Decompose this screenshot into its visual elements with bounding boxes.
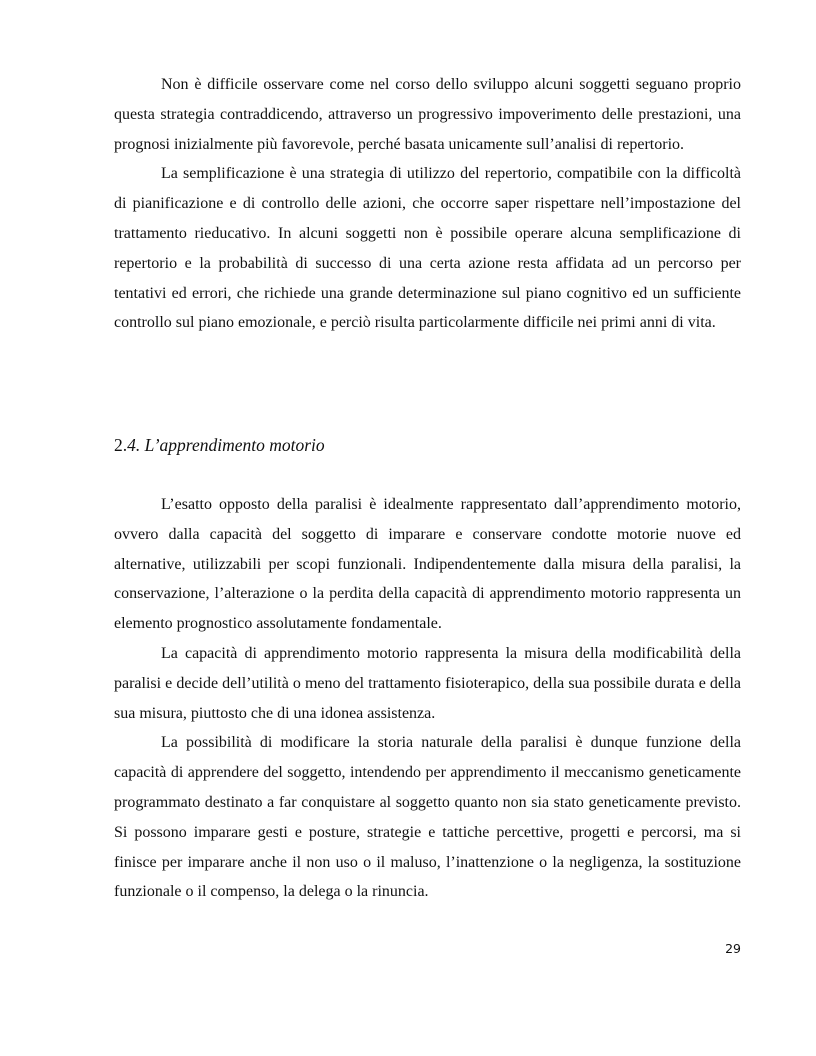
paragraph: La semplificazione è una strategia di utilizzo del repertorio, compatibile con la difficoltà di pianificazione e di controllo delle azioni, che occorre saper rispettare nell’impostazione del trattamento rieducativo. In alcuni soggetti non è possibile operare alcuna semplificazione di repertorio e la probabilità di successo di una certa azione resta affidata ad un percorso per tentativi ed errori, che richiede una grande determinazione sul piano cognitivo ed un sufficiente controllo sul piano emozionale, e perciò risulta particolarmente difficile nei primi anni di vita. xyxy=(114,165,741,332)
text-block-section xyxy=(114,490,741,907)
section-heading-title: 4. L’apprendimento motorio xyxy=(127,435,325,455)
paragraph: L’esatto opposto della paralisi è idealmente rappresentato dall’apprendimento motorio, ovvero dalla capacità del soggetto di imparare e conservare condotte motorie nuove ed alternative, utilizzabili per scopi funzionali. Indipendentemente dalla misura della paralisi, la conservazione, l’alterazione o la perdita della capacità di apprendimento motorio rappresenta un elemento prognostico assolutamente fondamentale. xyxy=(114,496,741,633)
page-number: 29 xyxy=(725,941,741,956)
paragraph: Non è difficile osservare come nel corso dello sviluppo alcuni soggetti seguano proprio questa strategia contraddicendo, attraverso un progressivo impoverimento delle prestazioni, una prognosi inizialmente più favorevole, perché basata unicamente sull’analisi di repertorio. xyxy=(114,76,741,153)
section-heading-number: 2. xyxy=(114,435,128,455)
section-heading xyxy=(114,433,325,457)
paragraph: La possibilità di modificare la storia naturale della paralisi è dunque funzione della capacità di apprendere del soggetto, intendendo per apprendimento il meccanismo geneticamente programmato destinato a far conquistare al soggetto quanto non sia stato geneticamente previsto. Si possono imparare gesti e posture, strategie e tattiche percettive, progetti e percorsi, ma si finisce per imparare anche il non uso o il maluso, l’inattenzione o la negligenza, la sostituzione funzionale o il compenso, la delega o la rinuncia. xyxy=(114,734,741,901)
paragraph: La capacità di apprendimento motorio rappresenta la misura della modificabilità della paralisi e decide dell’utilità o meno del trattamento fisioterapico, della sua possibile durata e della sua misura, piuttosto che di una idonea assistenza. xyxy=(114,644,741,722)
text-block-intro xyxy=(114,70,741,338)
